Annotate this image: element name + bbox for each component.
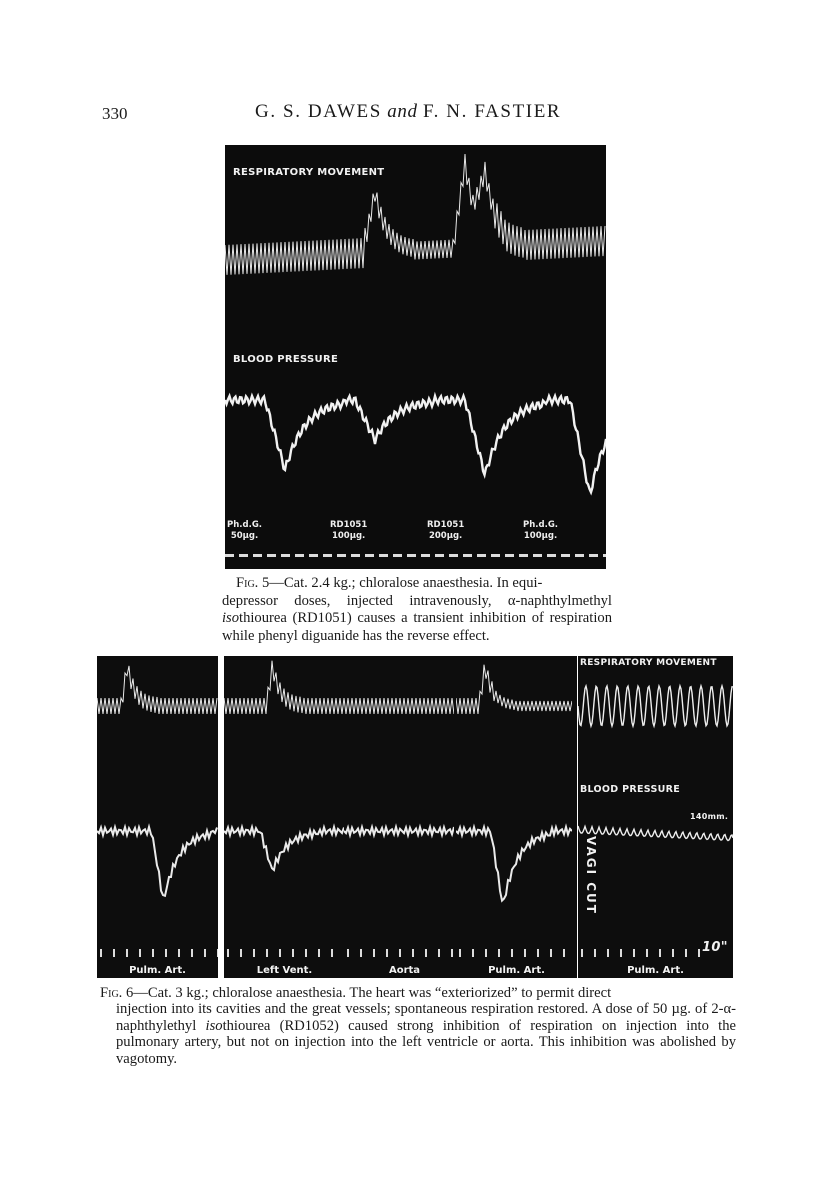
time-tick xyxy=(386,949,388,957)
caption-italic: iso xyxy=(205,1017,223,1034)
caption-text: —Cat. 3 kg.; chloralose anaesthesia. The heart was “exteriorized” to permit direct xyxy=(133,985,612,1001)
time-tick xyxy=(266,949,268,957)
respiratory-trace xyxy=(344,698,454,714)
caption-italic: iso xyxy=(222,610,240,626)
time-tick xyxy=(279,949,281,957)
time-tick xyxy=(477,554,486,557)
time-tick xyxy=(217,949,218,957)
time-tick xyxy=(399,949,401,957)
injection-drug: RD1051 xyxy=(427,520,465,530)
figure-6-panel-3 xyxy=(344,656,465,978)
respiratory-trace xyxy=(97,666,217,714)
time-tick xyxy=(337,554,346,557)
injection-dose: 50µg. xyxy=(230,531,259,541)
time-tick xyxy=(524,949,526,957)
panel-label: Pulm. Art. xyxy=(129,965,186,976)
time-tick xyxy=(547,554,556,557)
blood-pressure-trace xyxy=(456,827,572,901)
time-tick xyxy=(152,949,154,957)
panel-label: Left Vent. xyxy=(256,965,313,976)
time-tick xyxy=(463,554,472,557)
time-tick xyxy=(550,949,552,957)
time-tick xyxy=(204,949,206,957)
time-tick xyxy=(537,949,539,957)
blood-pressure-trace xyxy=(344,827,454,835)
figure-5-trace-image xyxy=(225,145,606,569)
injection-label-2 xyxy=(330,520,367,542)
time-tick xyxy=(449,554,458,557)
time-tick xyxy=(139,949,141,957)
respiratory-movement-label: RESPIRATORY MOVEMENT xyxy=(580,658,717,668)
time-tick xyxy=(459,949,461,957)
time-tick xyxy=(240,949,242,957)
time-marker-row xyxy=(225,554,606,557)
time-tick xyxy=(323,554,332,557)
time-tick xyxy=(438,949,440,957)
time-tick xyxy=(603,554,606,557)
injection-dose: 100µg. xyxy=(331,531,366,541)
running-head xyxy=(255,101,561,123)
caption-text: depressor doses, injected intravenously, α-naphthylmethyl xyxy=(222,592,612,609)
time-tick xyxy=(100,949,102,957)
time-tick xyxy=(281,554,290,557)
time-tick xyxy=(351,554,360,557)
time-tick xyxy=(292,949,294,957)
time-tick xyxy=(505,554,514,557)
time-tick xyxy=(698,949,700,957)
injection-drug: Ph.d.G. xyxy=(523,520,559,530)
time-tick xyxy=(253,949,255,957)
blood-pressure-trace xyxy=(578,826,733,841)
page-number: 330 xyxy=(102,104,128,123)
time-tick xyxy=(685,949,687,957)
time-tick xyxy=(511,949,513,957)
blood-pressure-trace xyxy=(225,396,606,492)
time-tick xyxy=(498,949,500,957)
time-tick xyxy=(581,949,583,957)
time-tick xyxy=(672,949,674,957)
time-tick xyxy=(239,554,248,557)
blood-pressure-trace xyxy=(224,827,344,870)
running-head-author1: G. S. DAWES xyxy=(255,101,382,122)
panel-label: Pulm. Art. xyxy=(488,965,545,976)
time-tick xyxy=(267,554,276,557)
running-head-author2: F. N. FASTIER xyxy=(422,101,562,122)
injection-label-1 xyxy=(227,520,262,542)
injection-label-4 xyxy=(523,520,558,542)
injection-drug: RD1051 xyxy=(330,520,368,530)
figure-6-panel-4 xyxy=(456,656,577,978)
time-tick xyxy=(421,554,430,557)
time-tick xyxy=(533,554,542,557)
time-tick xyxy=(305,949,307,957)
respiratory-trace xyxy=(456,665,572,714)
injection-drug: Ph.d.G. xyxy=(227,520,263,530)
time-tick xyxy=(126,949,128,957)
caption-text: injection into its cavities and the great vessels; spontaneous respiration restored. A dose of 50 µg. of 2-α-naphthylethyl xyxy=(116,1001,736,1034)
figure-6-panel-2 xyxy=(224,656,345,978)
figure-6-panel-5 xyxy=(578,656,733,978)
figure-5-caption xyxy=(222,575,612,645)
time-tick xyxy=(365,554,374,557)
panel-label: Pulm. Art. xyxy=(627,965,684,976)
time-tick xyxy=(407,554,416,557)
caption-text: thiourea (RD1052) caused strong inhibition of respiration on injection into the pulmonary artery, but not on injection into the left ventricle or aorta. This inhibition was abolished by vagotomy. xyxy=(116,1017,736,1067)
time-tick xyxy=(607,949,609,957)
time-tick xyxy=(191,949,193,957)
injection-dose: 100µg. xyxy=(523,531,558,541)
time-tick xyxy=(295,554,304,557)
time-tick xyxy=(633,949,635,957)
time-tick xyxy=(519,554,528,557)
time-tick xyxy=(113,949,115,957)
time-tick xyxy=(575,554,584,557)
injection-dose: 200µg. xyxy=(428,531,463,541)
time-tick xyxy=(491,554,500,557)
blood-pressure-label: BLOOD PRESSURE xyxy=(580,784,681,795)
time-tick xyxy=(373,949,375,957)
time-tick xyxy=(620,949,622,957)
time-tick xyxy=(253,554,262,557)
caption-text: thiourea (RD1051) causes a transient inhibition of respiration while phenyl diguanide has the reverse effect. xyxy=(222,610,612,644)
time-tick xyxy=(435,554,444,557)
time-tick xyxy=(309,554,318,557)
time-tick xyxy=(646,949,648,957)
time-tick xyxy=(165,949,167,957)
vagi-cut-label: VAGI CUT xyxy=(584,836,598,915)
time-tick xyxy=(563,949,565,957)
figure-6-panel-1 xyxy=(97,656,218,978)
time-tick xyxy=(589,554,598,557)
time-tick xyxy=(379,554,388,557)
time-tick xyxy=(331,949,333,957)
figure-6-caption xyxy=(100,985,736,1067)
respiratory-trace xyxy=(224,661,344,714)
figure-label: Fig. 5 xyxy=(236,575,270,591)
figure-label: Fig. 6 xyxy=(100,985,134,1001)
time-tick xyxy=(347,949,349,957)
panel-label: Aorta xyxy=(388,965,421,976)
injection-label-3 xyxy=(427,520,464,542)
time-tick xyxy=(485,949,487,957)
pressure-mark: 140mm. xyxy=(690,812,729,821)
time-tick xyxy=(412,949,414,957)
running-head-and: and xyxy=(387,101,418,122)
caption-first-line xyxy=(100,985,611,1001)
time-tick xyxy=(472,949,474,957)
respiratory-movement-label: RESPIRATORY MOVEMENT xyxy=(233,167,385,178)
time-tick xyxy=(225,554,234,557)
time-tick xyxy=(594,949,596,957)
caption-text: —Cat. 2.4 kg.; chloralose anaesthesia. In equi- xyxy=(269,575,543,591)
respiratory-trace xyxy=(578,686,733,726)
time-tick xyxy=(425,949,427,957)
blood-pressure-label: BLOOD PRESSURE xyxy=(233,354,339,365)
time-tick xyxy=(393,554,402,557)
blood-pressure-trace xyxy=(97,827,217,896)
time-mark: 10" xyxy=(702,940,728,955)
time-tick xyxy=(561,554,570,557)
caption-continuation xyxy=(100,1001,736,1067)
time-tick xyxy=(360,949,362,957)
time-tick xyxy=(227,949,229,957)
time-tick xyxy=(318,949,320,957)
time-tick xyxy=(451,949,453,957)
time-tick xyxy=(659,949,661,957)
time-tick xyxy=(178,949,180,957)
